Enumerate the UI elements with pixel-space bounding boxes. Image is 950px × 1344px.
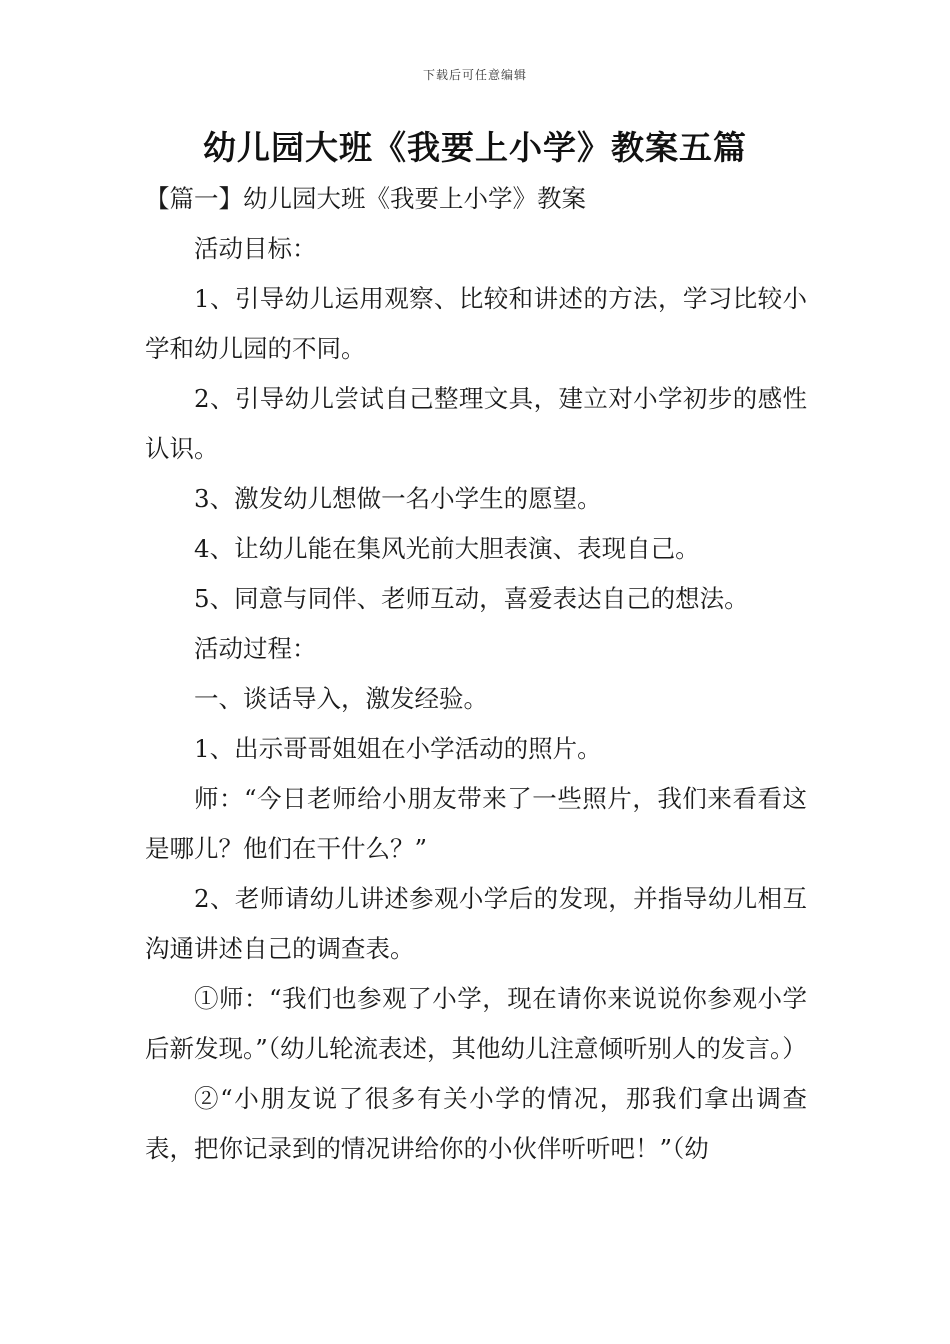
paragraph-step-1-1: 1、出示哥哥姐姐在小学活动的照片。 (194, 734, 602, 763)
paragraph-goal-5: 5、同意与同伴、老师互动，喜爱表达自己的想法。 (194, 584, 749, 613)
paragraph-goal-1: 1、引导幼儿运用观察、比较和讲述的方法，学习比较小学和幼儿园的不同。 (145, 284, 807, 363)
paragraph-process-heading: 活动过程： (194, 634, 317, 663)
header-note: 下载后可任意编辑 (422, 68, 527, 82)
paragraph-step-1-2: 2、老师请幼儿讲述参观小学后的发现，并指导幼儿相互沟通讲述自己的调查表。 (145, 884, 807, 963)
paragraph-teacher-quote: 师：“今日老师给小朋友带来了一些照片，我们来看看这是哪儿？他们在干什么？” (145, 784, 807, 863)
paragraph-step-1: 一、谈话导入，激发经验。 (194, 684, 488, 713)
document-body (145, 174, 807, 1174)
paragraph-circled-1: ①师：“我们也参观了小学，现在请你来说说你参观小学后新发现。”（幼儿轮流表述，其他幼儿注意倾听别人的发言。） (145, 984, 807, 1063)
paragraph-circled-2: ②“小朋友说了很多有关小学的情况，那我们拿出调查表，把你记录到的情况讲给你的小伙伴听听吧！”（幼 (145, 1084, 807, 1163)
document-title: 幼儿园大班《我要上小学》教案五篇 (203, 128, 747, 167)
paragraph-goal-2: 2、引导幼儿尝试自己整理文具，建立对小学初步的感性认识。 (145, 384, 807, 463)
paragraph-goals-heading: 活动目标： (194, 234, 317, 263)
paragraph-goal-3: 3、激发幼儿想做一名小学生的愿望。 (194, 484, 602, 513)
paragraph-goal-4: 4、让幼儿能在集风光前大胆表演、表现自己。 (194, 534, 700, 563)
section-heading: 【篇一】幼儿园大班《我要上小学》教案 (145, 184, 586, 213)
